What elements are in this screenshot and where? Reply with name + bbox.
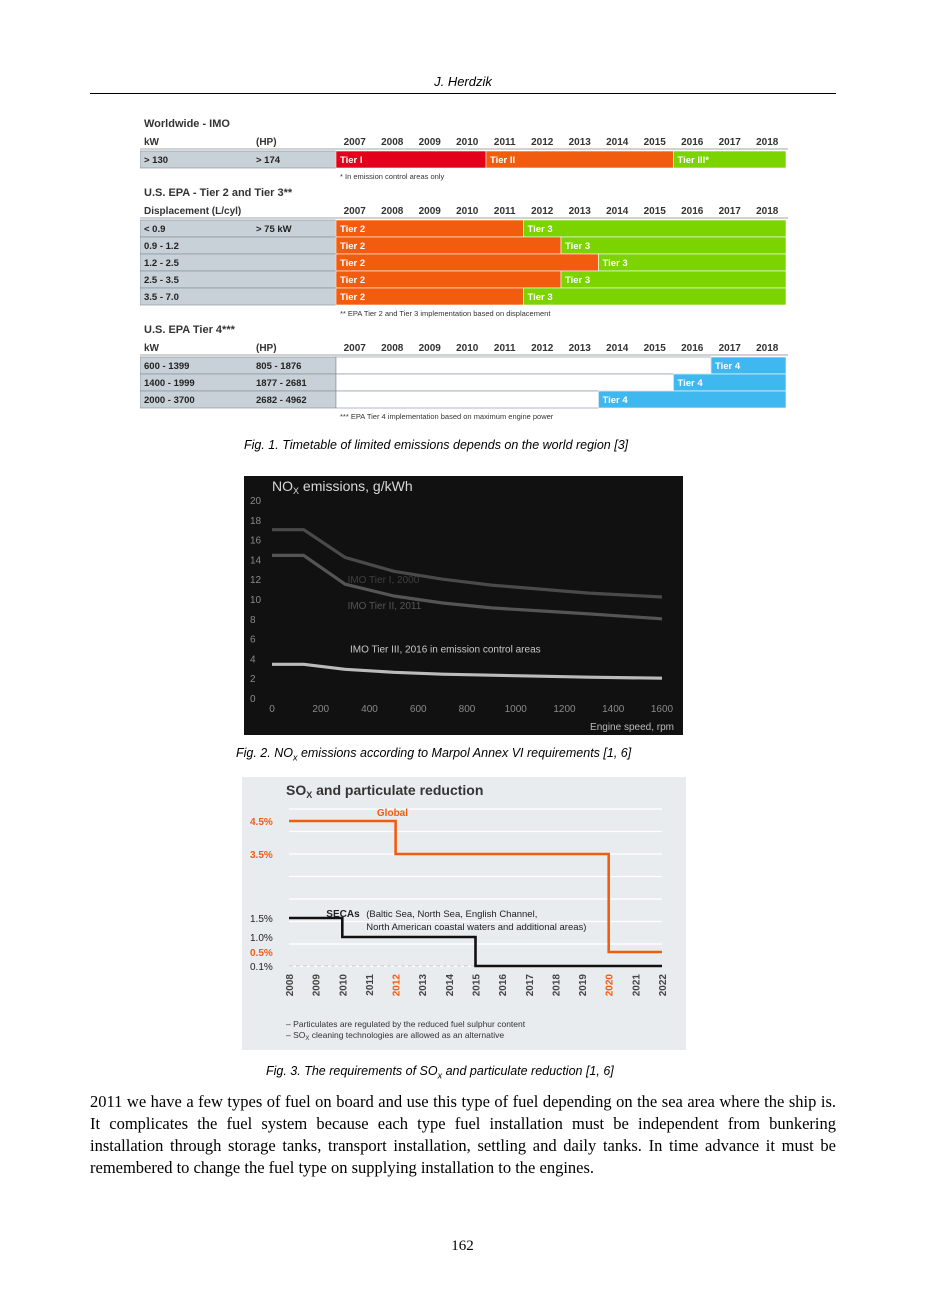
epa23-tier-label: Tier 3 [565, 241, 591, 252]
fig3-year-label: 2017 [524, 974, 536, 997]
epa23-tier-label: Tier 3 [565, 275, 591, 286]
epa23-row-c1: < 0.9 [144, 224, 166, 235]
year-label: 2013 [568, 343, 591, 354]
fig3-secas-desc: North American coastal waters and additional areas) [366, 922, 587, 933]
year-label: 2017 [718, 137, 741, 148]
year-label: 2012 [531, 206, 554, 217]
fig2-xlabel: Engine speed, rpm [590, 722, 674, 733]
fig2-ytick: 18 [250, 515, 262, 527]
year-label: 2010 [456, 137, 479, 148]
epa23-tier-bar [561, 237, 786, 254]
epa23-tier-bar [524, 288, 787, 305]
imo-tier-label: Tier II [490, 155, 516, 166]
fig2-xtick: 800 [458, 704, 476, 715]
epa23-tier-bar [336, 271, 561, 288]
fig2-xtick: 1200 [553, 704, 576, 715]
fig2-ytick: 10 [250, 595, 262, 606]
year-label: 2014 [606, 343, 629, 354]
epa23-row-c1: 1.2 - 2.5 [144, 258, 179, 269]
imo-row-c2: > 174 [256, 155, 281, 166]
fig2-ytick: 8 [250, 614, 256, 626]
epa4-tier-label: Tier 4 [677, 378, 703, 389]
imo-col2-header: (HP) [256, 137, 277, 148]
year-label: 2018 [756, 137, 779, 148]
fig3-ylabel: 0.5% [250, 948, 273, 959]
fig3-year-label: 2019 [578, 974, 590, 997]
imo-row-label-cell [140, 151, 336, 168]
imo-col1-header: kW [144, 137, 159, 148]
fig3-secas-label: SECAs [326, 909, 360, 920]
fig3-year-label: 2022 [658, 974, 669, 997]
fig2-ytick: 2 [250, 674, 256, 686]
fig3-year-label: 2011 [364, 974, 376, 996]
fig2-xtick: 1000 [504, 704, 527, 715]
year-label: 2017 [718, 343, 741, 354]
epa23-row-c2: > 75 kW [256, 224, 292, 235]
year-label: 2014 [606, 206, 629, 217]
fig2-xtick: 1400 [602, 704, 625, 715]
year-label: 2008 [381, 137, 404, 148]
epa23-row-label-cell [140, 220, 336, 237]
fig3-ylabel: 1.5% [250, 914, 273, 925]
fig3-ylabel: 0.1% [250, 962, 273, 973]
fig3-ylabel: 1.0% [250, 933, 273, 944]
fig2-ytick: 14 [250, 555, 262, 567]
epa4-row-c2: 805 - 1876 [256, 361, 302, 372]
epa23-row-c1: 3.5 - 7.0 [144, 292, 179, 303]
fig2-series-label: IMO Tier II, 2011 [347, 600, 422, 612]
fig2-xtick: 200 [312, 704, 330, 715]
epa23-tier-label: Tier 3 [527, 224, 553, 235]
imo-note: * In emission control areas only [340, 172, 445, 181]
fig3-ylabel: 4.5% [250, 817, 273, 828]
fig3-year-label: 2012 [391, 974, 403, 997]
fig2-ytick: 12 [250, 575, 262, 587]
fig2-xtick: 0 [269, 704, 275, 715]
fig2-title: $NO_X$ emissions, g/kWh [272, 478, 413, 496]
fig3-chart-svg [242, 777, 686, 1050]
fig3-note: – Particulates are regulated by the reduced fuel sulphur content [286, 1019, 526, 1029]
fig3-sox-chart [242, 777, 686, 1050]
epa4-tier-bar [336, 357, 711, 374]
year-label: 2011 [493, 343, 516, 354]
epa23-tier-bar [336, 254, 599, 271]
fig3-title: $SO_X$ and particulate reduction [286, 782, 484, 800]
epa4-row-c1: 1400 - 1999 [144, 378, 195, 389]
fig3-year-label: 2018 [551, 974, 563, 997]
fig2-nox-chart [244, 476, 683, 735]
year-label: 2009 [418, 343, 441, 354]
year-label: 2017 [718, 206, 741, 217]
epa4-row-c2: 1877 - 2681 [256, 378, 307, 389]
year-label: 2015 [643, 137, 666, 148]
year-label: 2007 [343, 137, 366, 148]
fig2-ytick: 20 [250, 496, 262, 507]
fig2-xtick: 400 [361, 704, 378, 715]
year-label: 2016 [681, 137, 704, 148]
epa23-tier-label: Tier 2 [340, 292, 366, 303]
fig3-note: – $SO_X$ cleaning technologies are allowed as an alternative [286, 1030, 505, 1042]
fig2-series-line [272, 664, 662, 678]
fig2-ytick: 6 [250, 634, 256, 646]
epa23-tier-label: Tier 2 [340, 241, 366, 252]
epa23-tier-label: Tier 3 [602, 258, 628, 269]
imo-tier-label: Tier I [340, 155, 363, 166]
epa4-title: U.S. EPA Tier 4*** [144, 324, 235, 336]
epa23-title: U.S. EPA - Tier 2 and Tier 3** [144, 187, 293, 199]
fig1-emission-timetable [140, 112, 790, 430]
epa4-tier-bar [336, 391, 599, 408]
epa23-row-c1: 0.9 - 1.2 [144, 241, 179, 252]
year-label: 2011 [493, 206, 516, 217]
fig3-year-label: 2020 [604, 974, 616, 997]
epa4-row-c1: 600 - 1399 [144, 361, 190, 372]
page-number: 162 [451, 1238, 474, 1254]
fig3-global-label: Global [376, 808, 409, 819]
year-label: 2013 [568, 206, 591, 217]
year-label: 2013 [568, 137, 591, 148]
fig2-chart-svg [244, 476, 683, 735]
fig2-series-line [272, 530, 662, 597]
year-label: 2010 [456, 343, 479, 354]
epa23-tier-bar [336, 237, 561, 254]
year-label: 2014 [606, 137, 629, 148]
epa4-col2-header: (HP) [256, 343, 277, 354]
fig2-ytick: 0 [250, 694, 256, 705]
epa23-col1-header: Displacement (L/cyl) [144, 206, 242, 217]
year-label: 2009 [418, 206, 441, 217]
year-label: 2011 [493, 137, 516, 148]
epa4-row-c2: 2682 - 4962 [256, 395, 307, 406]
epa23-tier-bar [561, 271, 786, 288]
fig3-year-label: 2015 [471, 974, 483, 997]
year-label: 2007 [343, 343, 366, 354]
fig3-ylabel: 3.5% [250, 850, 273, 861]
fig3-secas-desc: (Baltic Sea, North Sea, English Channel, [366, 909, 538, 920]
epa4-tier-label: Tier 4 [602, 395, 628, 406]
epa4-row-c1: 2000 - 3700 [144, 395, 195, 406]
fig3-year-label: 2014 [444, 974, 456, 997]
epa23-tier-label: Tier 3 [527, 292, 553, 303]
epa4-note: *** EPA Tier 4 implementation based on maximum engine power [340, 412, 554, 421]
fig2-caption: Fig. 2. $NO_x$ emissions according to Marpol Annex VI requirements [1, 6] [236, 746, 632, 763]
fig2-ytick: 16 [250, 535, 262, 547]
year-label: 2018 [756, 206, 779, 217]
year-label: 2015 [643, 343, 666, 354]
epa23-tier-label: Tier 2 [340, 224, 366, 235]
year-label: 2016 [681, 343, 704, 354]
header-rule [90, 93, 836, 94]
fig3-year-label: 2013 [418, 974, 430, 997]
fig1-caption: Fig. 1. Timetable of limited emissions depends on the world region [3] [244, 438, 629, 452]
body-paragraph: 2011 we have a few types of fuel on board and use this type of fuel depending on the sea area where the ship is. It complicates the fuel system because each type fuel installation must be independent from bunkering installation through storage tanks, transport installation, settling and daily tanks. In time advance it must be remembered to change the fuel type on supplying installation to the engines. [90, 1092, 836, 1177]
year-label: 2015 [643, 206, 666, 217]
year-label: 2016 [681, 206, 704, 217]
fig3-year-label: 2008 [285, 974, 296, 997]
fig1-table-svg [140, 112, 790, 430]
fig2-series-line [272, 555, 662, 618]
fig3-caption: Fig. 3. The requirements of $SO_x$ and particulate reduction [1, 6] [266, 1064, 614, 1081]
year-label: 2018 [756, 343, 779, 354]
epa23-row-c1: 2.5 - 3.5 [144, 275, 179, 286]
fig2-xtick: 600 [409, 704, 427, 715]
fig3-year-label: 2016 [498, 974, 510, 997]
epa4-col1-header: kW [144, 343, 159, 354]
imo-tier-label: Tier III* [677, 155, 710, 166]
fig2-series-label: IMO Tier I, 2000 [347, 575, 420, 587]
epa4-tier-label: Tier 4 [715, 361, 741, 372]
imo-title: Worldwide - IMO [144, 118, 230, 130]
year-label: 2008 [381, 206, 404, 217]
epa4-tier-bar [336, 374, 674, 391]
imo-row-c1: > 130 [144, 155, 169, 166]
year-label: 2010 [456, 206, 479, 217]
running-header: J. Herdzik [434, 74, 492, 89]
year-label: 2007 [343, 206, 366, 217]
fig2-ytick: 4 [250, 654, 256, 666]
year-label: 2008 [381, 343, 404, 354]
fig3-year-label: 2009 [311, 974, 323, 997]
fig3-year-label: 2021 [631, 974, 643, 997]
epa23-tier-bar [524, 220, 787, 237]
epa23-tier-label: Tier 2 [340, 275, 366, 286]
year-label: 2012 [531, 137, 554, 148]
fig2-series-label: IMO Tier III, 2016 in emission control areas [350, 644, 541, 656]
epa23-tier-label: Tier 2 [340, 258, 366, 269]
epa23-note: ** EPA Tier 2 and Tier 3 implementation based on displacement [340, 309, 551, 318]
year-label: 2012 [531, 343, 554, 354]
year-label: 2009 [418, 137, 441, 148]
fig2-xtick: 1600 [650, 704, 674, 715]
fig3-year-label: 2010 [338, 974, 350, 997]
